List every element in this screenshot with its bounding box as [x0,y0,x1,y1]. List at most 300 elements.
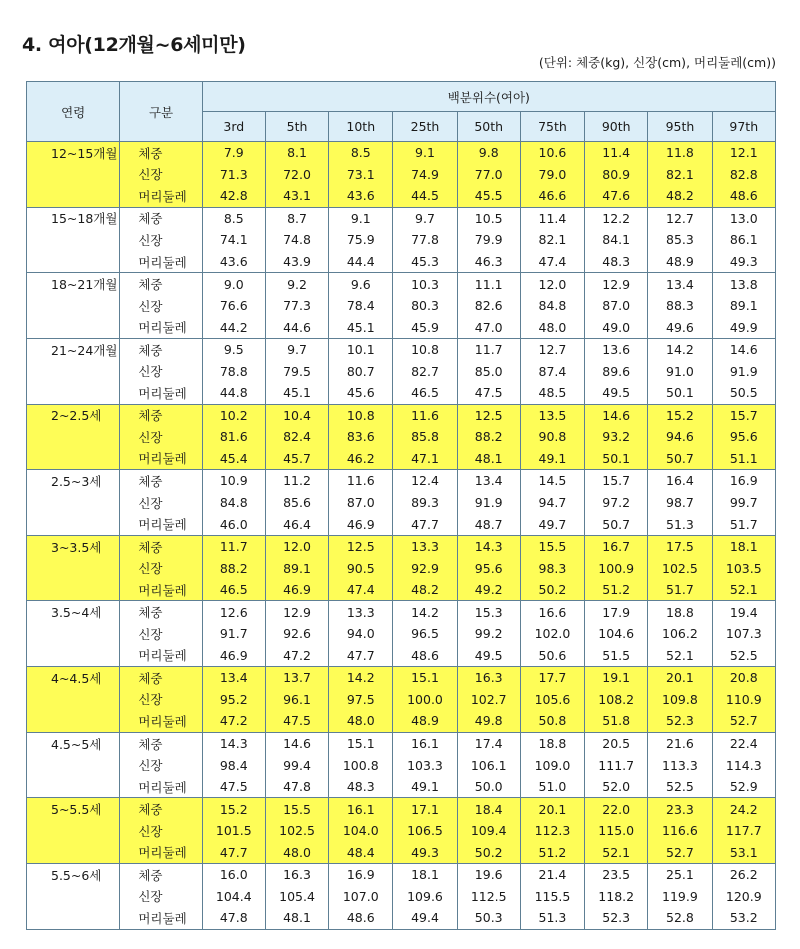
value-cell: 95.6 [712,426,775,448]
value-cell: 9.7 [393,207,457,229]
value-cell: 93.2 [585,426,648,448]
category-cell: 체중 [120,273,202,295]
value-cell: 43.1 [265,185,328,207]
value-cell: 52.8 [648,907,712,929]
category-cell: 체중 [120,207,202,229]
value-cell: 120.9 [712,886,775,908]
value-cell: 47.5 [457,382,520,404]
value-cell: 112.3 [520,820,584,842]
table-row [27,295,776,317]
value-cell: 12.7 [520,338,584,360]
value-cell: 20.5 [585,732,648,754]
category-cell: 신장 [120,689,202,711]
age-cell-empty [27,776,120,798]
value-cell: 48.6 [329,907,393,929]
value-cell: 117.7 [712,820,775,842]
value-cell: 10.5 [457,207,520,229]
value-cell: 47.0 [457,316,520,338]
value-cell: 25.1 [648,864,712,886]
value-cell: 48.1 [265,907,328,929]
value-cell: 84.8 [520,295,584,317]
value-cell: 45.6 [329,382,393,404]
value-cell: 107.0 [329,886,393,908]
value-cell: 46.9 [265,579,328,601]
value-cell: 48.7 [457,513,520,535]
value-cell: 49.4 [393,907,457,929]
value-cell: 11.6 [393,404,457,426]
value-cell: 87.4 [520,360,584,382]
value-cell: 43.6 [329,185,393,207]
value-cell: 112.5 [457,886,520,908]
table-row [27,273,776,295]
value-cell: 23.5 [585,864,648,886]
value-cell: 52.1 [585,842,648,864]
age-cell: 5~5.5세 [27,798,120,820]
category-cell: 신장 [120,492,202,514]
value-cell: 15.5 [265,798,328,820]
category-cell: 체중 [120,535,202,557]
value-cell: 94.0 [329,623,393,645]
value-cell: 100.9 [585,557,648,579]
age-cell-empty [27,645,120,667]
value-cell: 12.2 [585,207,648,229]
value-cell: 80.9 [585,164,648,186]
value-cell: 10.1 [329,338,393,360]
value-cell: 16.0 [202,864,265,886]
value-cell: 115.0 [585,820,648,842]
value-cell: 10.3 [393,273,457,295]
value-cell: 49.3 [712,251,775,273]
value-cell: 51.3 [520,907,584,929]
value-cell: 52.9 [712,776,775,798]
value-cell: 9.8 [457,142,520,164]
value-cell: 77.8 [393,229,457,251]
value-cell: 113.3 [648,754,712,776]
age-cell-empty [27,557,120,579]
value-cell: 119.9 [648,886,712,908]
table-row [27,776,776,798]
value-cell: 48.3 [329,776,393,798]
value-cell: 9.1 [329,207,393,229]
value-cell: 46.0 [202,513,265,535]
age-cell-empty [27,689,120,711]
category-cell: 신장 [120,886,202,908]
value-cell: 51.3 [648,513,712,535]
category-cell: 체중 [120,667,202,689]
age-cell-empty [27,623,120,645]
value-cell: 85.6 [265,492,328,514]
value-cell: 16.3 [265,864,328,886]
value-cell: 48.9 [393,710,457,732]
category-cell: 체중 [120,338,202,360]
value-cell: 13.0 [712,207,775,229]
value-cell: 15.3 [457,601,520,623]
value-cell: 116.6 [648,820,712,842]
value-cell: 49.8 [457,710,520,732]
age-cell-empty [27,295,120,317]
value-cell: 84.1 [585,229,648,251]
value-cell: 50.7 [648,448,712,470]
table-row [27,689,776,711]
value-cell: 109.6 [393,886,457,908]
percentile-header-75th: 75th [520,112,584,142]
value-cell: 49.3 [393,842,457,864]
value-cell: 89.1 [712,295,775,317]
value-cell: 14.2 [648,338,712,360]
value-cell: 106.1 [457,754,520,776]
value-cell: 48.0 [329,710,393,732]
category-cell: 신장 [120,295,202,317]
value-cell: 13.8 [712,273,775,295]
value-cell: 12.6 [202,601,265,623]
value-cell: 18.8 [520,732,584,754]
value-cell: 103.5 [712,557,775,579]
value-cell: 46.9 [202,645,265,667]
value-cell: 23.3 [648,798,712,820]
value-cell: 20.8 [712,667,775,689]
value-cell: 106.5 [393,820,457,842]
value-cell: 11.7 [457,338,520,360]
value-cell: 44.4 [329,251,393,273]
table-row [27,185,776,207]
value-cell: 52.1 [712,579,775,601]
age-cell-empty [27,710,120,732]
value-cell: 10.9 [202,470,265,492]
value-cell: 44.5 [393,185,457,207]
value-cell: 111.7 [585,754,648,776]
value-cell: 98.3 [520,557,584,579]
value-cell: 82.7 [393,360,457,382]
value-cell: 109.0 [520,754,584,776]
value-cell: 9.6 [329,273,393,295]
age-cell: 4~4.5세 [27,667,120,689]
table-row [27,207,776,229]
table-row [27,907,776,929]
value-cell: 49.2 [457,579,520,601]
percentile-header-3rd: 3rd [202,112,265,142]
value-cell: 47.5 [265,710,328,732]
value-cell: 11.4 [585,142,648,164]
category-cell: 체중 [120,470,202,492]
value-cell: 49.5 [585,382,648,404]
value-cell: 47.7 [393,513,457,535]
value-cell: 48.0 [520,316,584,338]
category-cell: 머리둘레 [120,776,202,798]
age-cell: 3.5~4세 [27,601,120,623]
value-cell: 51.2 [585,579,648,601]
value-cell: 47.2 [265,645,328,667]
value-cell: 50.3 [457,907,520,929]
value-cell: 109.8 [648,689,712,711]
value-cell: 50.6 [520,645,584,667]
age-cell-empty [27,251,120,273]
value-cell: 45.1 [265,382,328,404]
value-cell: 51.8 [585,710,648,732]
value-cell: 19.4 [712,601,775,623]
unit-note: (단위: 체중(kg), 신장(cm), 머리둘레(cm)) [538,55,776,70]
value-cell: 100.8 [329,754,393,776]
value-cell: 47.1 [393,448,457,470]
header-age: 연령 [27,82,120,142]
value-cell: 98.4 [202,754,265,776]
value-cell: 96.1 [265,689,328,711]
value-cell: 106.2 [648,623,712,645]
age-cell: 18~21개월 [27,273,120,295]
category-cell: 머리둘레 [120,448,202,470]
table-row [27,426,776,448]
value-cell: 51.2 [520,842,584,864]
value-cell: 108.2 [585,689,648,711]
age-cell-empty [27,360,120,382]
value-cell: 88.2 [202,557,265,579]
value-cell: 49.5 [457,645,520,667]
value-cell: 46.6 [520,185,584,207]
category-cell: 체중 [120,732,202,754]
value-cell: 52.7 [648,842,712,864]
value-cell: 46.2 [329,448,393,470]
value-cell: 52.3 [585,907,648,929]
value-cell: 16.3 [457,667,520,689]
value-cell: 47.8 [265,776,328,798]
value-cell: 100.0 [393,689,457,711]
value-cell: 14.6 [585,404,648,426]
age-cell-empty [27,316,120,338]
age-cell-empty [27,164,120,186]
value-cell: 18.8 [648,601,712,623]
value-cell: 14.3 [457,535,520,557]
value-cell: 107.3 [712,623,775,645]
value-cell: 16.6 [520,601,584,623]
age-cell: 2~2.5세 [27,404,120,426]
value-cell: 52.5 [648,776,712,798]
value-cell: 104.0 [329,820,393,842]
value-cell: 20.1 [648,667,712,689]
value-cell: 52.0 [585,776,648,798]
value-cell: 99.7 [712,492,775,514]
value-cell: 76.6 [202,295,265,317]
table-row [27,404,776,426]
age-cell-empty [27,820,120,842]
value-cell: 15.1 [329,732,393,754]
value-cell: 95.2 [202,689,265,711]
table-row [27,142,776,164]
value-cell: 8.5 [202,207,265,229]
value-cell: 114.3 [712,754,775,776]
value-cell: 49.1 [393,776,457,798]
value-cell: 48.4 [329,842,393,864]
table-row [27,360,776,382]
age-cell: 12~15개월 [27,142,120,164]
value-cell: 11.8 [648,142,712,164]
value-cell: 44.8 [202,382,265,404]
age-cell-empty [27,754,120,776]
category-cell: 머리둘레 [120,907,202,929]
value-cell: 21.4 [520,864,584,886]
value-cell: 45.9 [393,316,457,338]
value-cell: 13.3 [393,535,457,557]
age-cell: 21~24개월 [27,338,120,360]
value-cell: 12.4 [393,470,457,492]
table-row [27,229,776,251]
table-row [27,470,776,492]
table-row [27,316,776,338]
category-cell: 신장 [120,557,202,579]
value-cell: 45.1 [329,316,393,338]
value-cell: 43.6 [202,251,265,273]
value-cell: 14.6 [265,732,328,754]
value-cell: 74.1 [202,229,265,251]
value-cell: 83.6 [329,426,393,448]
value-cell: 84.8 [202,492,265,514]
percentile-header-25th: 25th [393,112,457,142]
value-cell: 26.2 [712,864,775,886]
value-cell: 13.4 [457,470,520,492]
age-cell-empty [27,907,120,929]
value-cell: 9.0 [202,273,265,295]
table-row [27,798,776,820]
value-cell: 104.4 [202,886,265,908]
value-cell: 17.4 [457,732,520,754]
value-cell: 14.6 [712,338,775,360]
value-cell: 95.6 [457,557,520,579]
value-cell: 87.0 [585,295,648,317]
category-cell: 신장 [120,820,202,842]
age-cell-empty [27,382,120,404]
value-cell: 22.0 [585,798,648,820]
value-cell: 12.7 [648,207,712,229]
value-cell: 47.7 [202,842,265,864]
value-cell: 82.6 [457,295,520,317]
value-cell: 45.4 [202,448,265,470]
percentile-header-50th: 50th [457,112,520,142]
value-cell: 12.1 [712,142,775,164]
value-cell: 13.6 [585,338,648,360]
value-cell: 79.9 [457,229,520,251]
value-cell: 16.7 [585,535,648,557]
value-cell: 78.8 [202,360,265,382]
value-cell: 19.6 [457,864,520,886]
age-cell-empty [27,492,120,514]
value-cell: 49.6 [648,316,712,338]
value-cell: 99.4 [265,754,328,776]
age-cell: 3~3.5세 [27,535,120,557]
category-cell: 신장 [120,623,202,645]
value-cell: 115.5 [520,886,584,908]
value-cell: 48.1 [457,448,520,470]
value-cell: 46.3 [457,251,520,273]
category-cell: 머리둘레 [120,382,202,404]
age-cell-empty [27,886,120,908]
table-row [27,667,776,689]
value-cell: 105.6 [520,689,584,711]
value-cell: 74.8 [265,229,328,251]
value-cell: 17.7 [520,667,584,689]
value-cell: 102.5 [648,557,712,579]
value-cell: 85.0 [457,360,520,382]
value-cell: 8.7 [265,207,328,229]
value-cell: 88.3 [648,295,712,317]
value-cell: 82.1 [520,229,584,251]
value-cell: 18.1 [712,535,775,557]
value-cell: 19.1 [585,667,648,689]
value-cell: 91.7 [202,623,265,645]
percentile-header-90th: 90th [585,112,648,142]
value-cell: 89.6 [585,360,648,382]
value-cell: 91.0 [648,360,712,382]
value-cell: 13.4 [648,273,712,295]
value-cell: 48.2 [393,579,457,601]
value-cell: 47.6 [585,185,648,207]
age-cell-empty [27,448,120,470]
value-cell: 51.5 [585,645,648,667]
value-cell: 50.5 [712,382,775,404]
value-cell: 96.5 [393,623,457,645]
value-cell: 48.3 [585,251,648,273]
value-cell: 86.1 [712,229,775,251]
value-cell: 102.0 [520,623,584,645]
value-cell: 47.5 [202,776,265,798]
category-cell: 머리둘레 [120,185,202,207]
age-cell-empty [27,229,120,251]
value-cell: 15.7 [712,404,775,426]
category-cell: 체중 [120,404,202,426]
category-cell: 신장 [120,754,202,776]
table-row [27,579,776,601]
table-row [27,645,776,667]
age-cell-empty [27,842,120,864]
value-cell: 16.4 [648,470,712,492]
page-title: 4. 여아(12개월~6세미만) [22,34,246,56]
value-cell: 10.8 [393,338,457,360]
value-cell: 78.4 [329,295,393,317]
value-cell: 51.7 [648,579,712,601]
table-row [27,338,776,360]
age-cell: 4.5~5세 [27,732,120,754]
value-cell: 81.6 [202,426,265,448]
value-cell: 46.5 [393,382,457,404]
value-cell: 13.4 [202,667,265,689]
value-cell: 47.7 [329,645,393,667]
value-cell: 80.7 [329,360,393,382]
category-cell: 신장 [120,426,202,448]
value-cell: 11.6 [329,470,393,492]
value-cell: 49.1 [520,448,584,470]
value-cell: 53.2 [712,907,775,929]
value-cell: 92.6 [265,623,328,645]
value-cell: 88.2 [457,426,520,448]
category-cell: 머리둘레 [120,842,202,864]
value-cell: 15.5 [520,535,584,557]
age-cell-empty [27,426,120,448]
percentile-header-97th: 97th [712,112,775,142]
value-cell: 90.8 [520,426,584,448]
value-cell: 16.9 [329,864,393,886]
value-cell: 11.2 [265,470,328,492]
value-cell: 109.4 [457,820,520,842]
value-cell: 44.6 [265,316,328,338]
value-cell: 94.6 [648,426,712,448]
value-cell: 101.5 [202,820,265,842]
value-cell: 47.4 [520,251,584,273]
value-cell: 12.0 [520,273,584,295]
value-cell: 7.9 [202,142,265,164]
value-cell: 10.2 [202,404,265,426]
table-row [27,513,776,535]
percentile-header-5th: 5th [265,112,328,142]
value-cell: 50.1 [648,382,712,404]
value-cell: 47.8 [202,907,265,929]
table-row [27,842,776,864]
